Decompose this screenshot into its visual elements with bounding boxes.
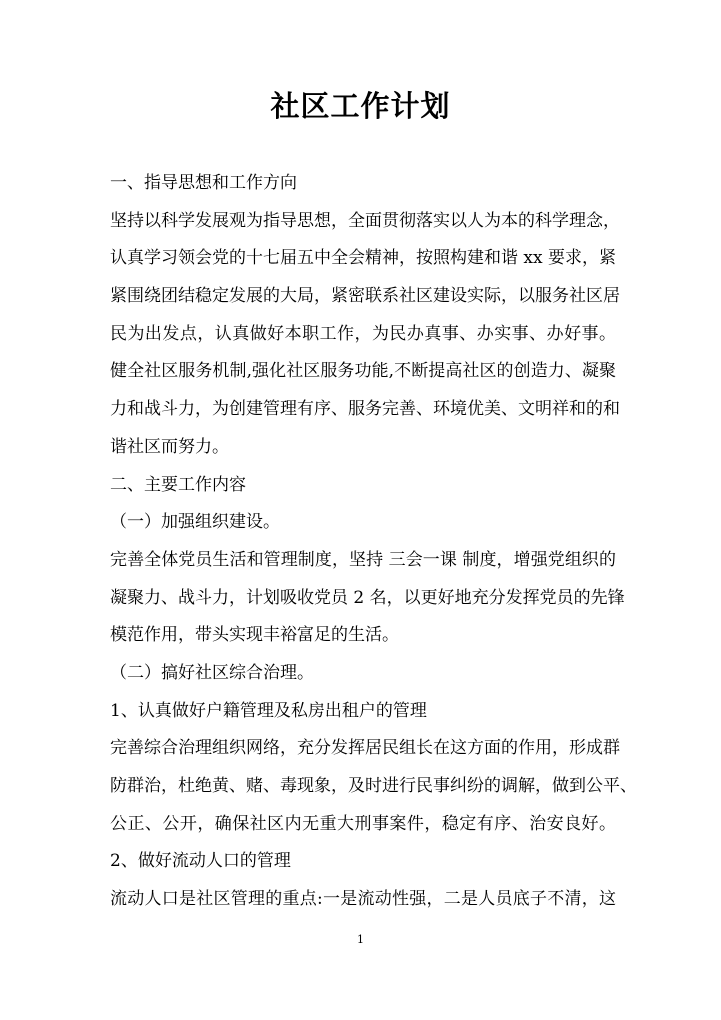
text-line: 完善全体党员生活和管理制度，坚持 三会一课 制度，增强党组织的 — [110, 549, 616, 570]
text-line: 流动人口是社区管理的重点:一是流动性强，二是人员底子不清，这 — [110, 889, 616, 910]
text-line: 民为出发点，认真做好本职工作，为民办真事、办实事、办好事。 — [110, 323, 616, 344]
text-line: 防群治，杜绝黄、赌、毒现象，及时进行民事纠纷的调解，做到公平、 — [110, 776, 637, 796]
text-line: 认真学习领会党的十七届五中全会精神，按照构建和谐 xx 要求，紧 — [110, 248, 616, 269]
text-line: 凝聚力、战斗力，计划吸收党员 2 名，以更好地充分发挥党员的先锋 — [110, 587, 625, 608]
text-line: 公正、公开，确保社区内无重大刑事案件，稳定有序、治安良好。 — [110, 813, 616, 834]
text-line: 2、做好流动人口的管理 — [110, 851, 291, 872]
page-number: 1 — [357, 933, 364, 946]
text-line: 一、指导思想和工作方向 — [110, 173, 297, 193]
text-line: 谐社区而努力。 — [110, 436, 229, 457]
text-line: （一）加强组织建设。 — [110, 512, 280, 533]
document-title: 社区工作计划 — [270, 89, 451, 123]
text-line: 坚持以科学发展观为指导思想，全面贯彻落实以人为本的科学理念， — [110, 210, 620, 231]
document-body — [110, 168, 637, 922]
text-line: 力和战斗力，为创建管理有序、服务完善、环境优美、文明祥和的和 — [110, 399, 620, 420]
text-line: 1、认真做好户籍管理及私房出租户的管理 — [110, 700, 427, 721]
text-line: 完善综合治理组织网络，充分发挥居民组长在这方面的作用，形成群 — [110, 738, 620, 759]
text-line: （二）搞好社区综合治理。 — [110, 662, 314, 683]
text-line: 健全社区服务机制,强化社区服务功能,不断提高社区的创造力、凝聚 — [110, 361, 616, 382]
text-line: 紧围绕团结稳定发展的大局，紧密联系社区建设实际，以服务社区居 — [110, 286, 620, 307]
text-line: 二、主要工作内容 — [110, 474, 246, 495]
text-line: 模范作用，带头实现丰裕富足的生活。 — [110, 625, 399, 646]
